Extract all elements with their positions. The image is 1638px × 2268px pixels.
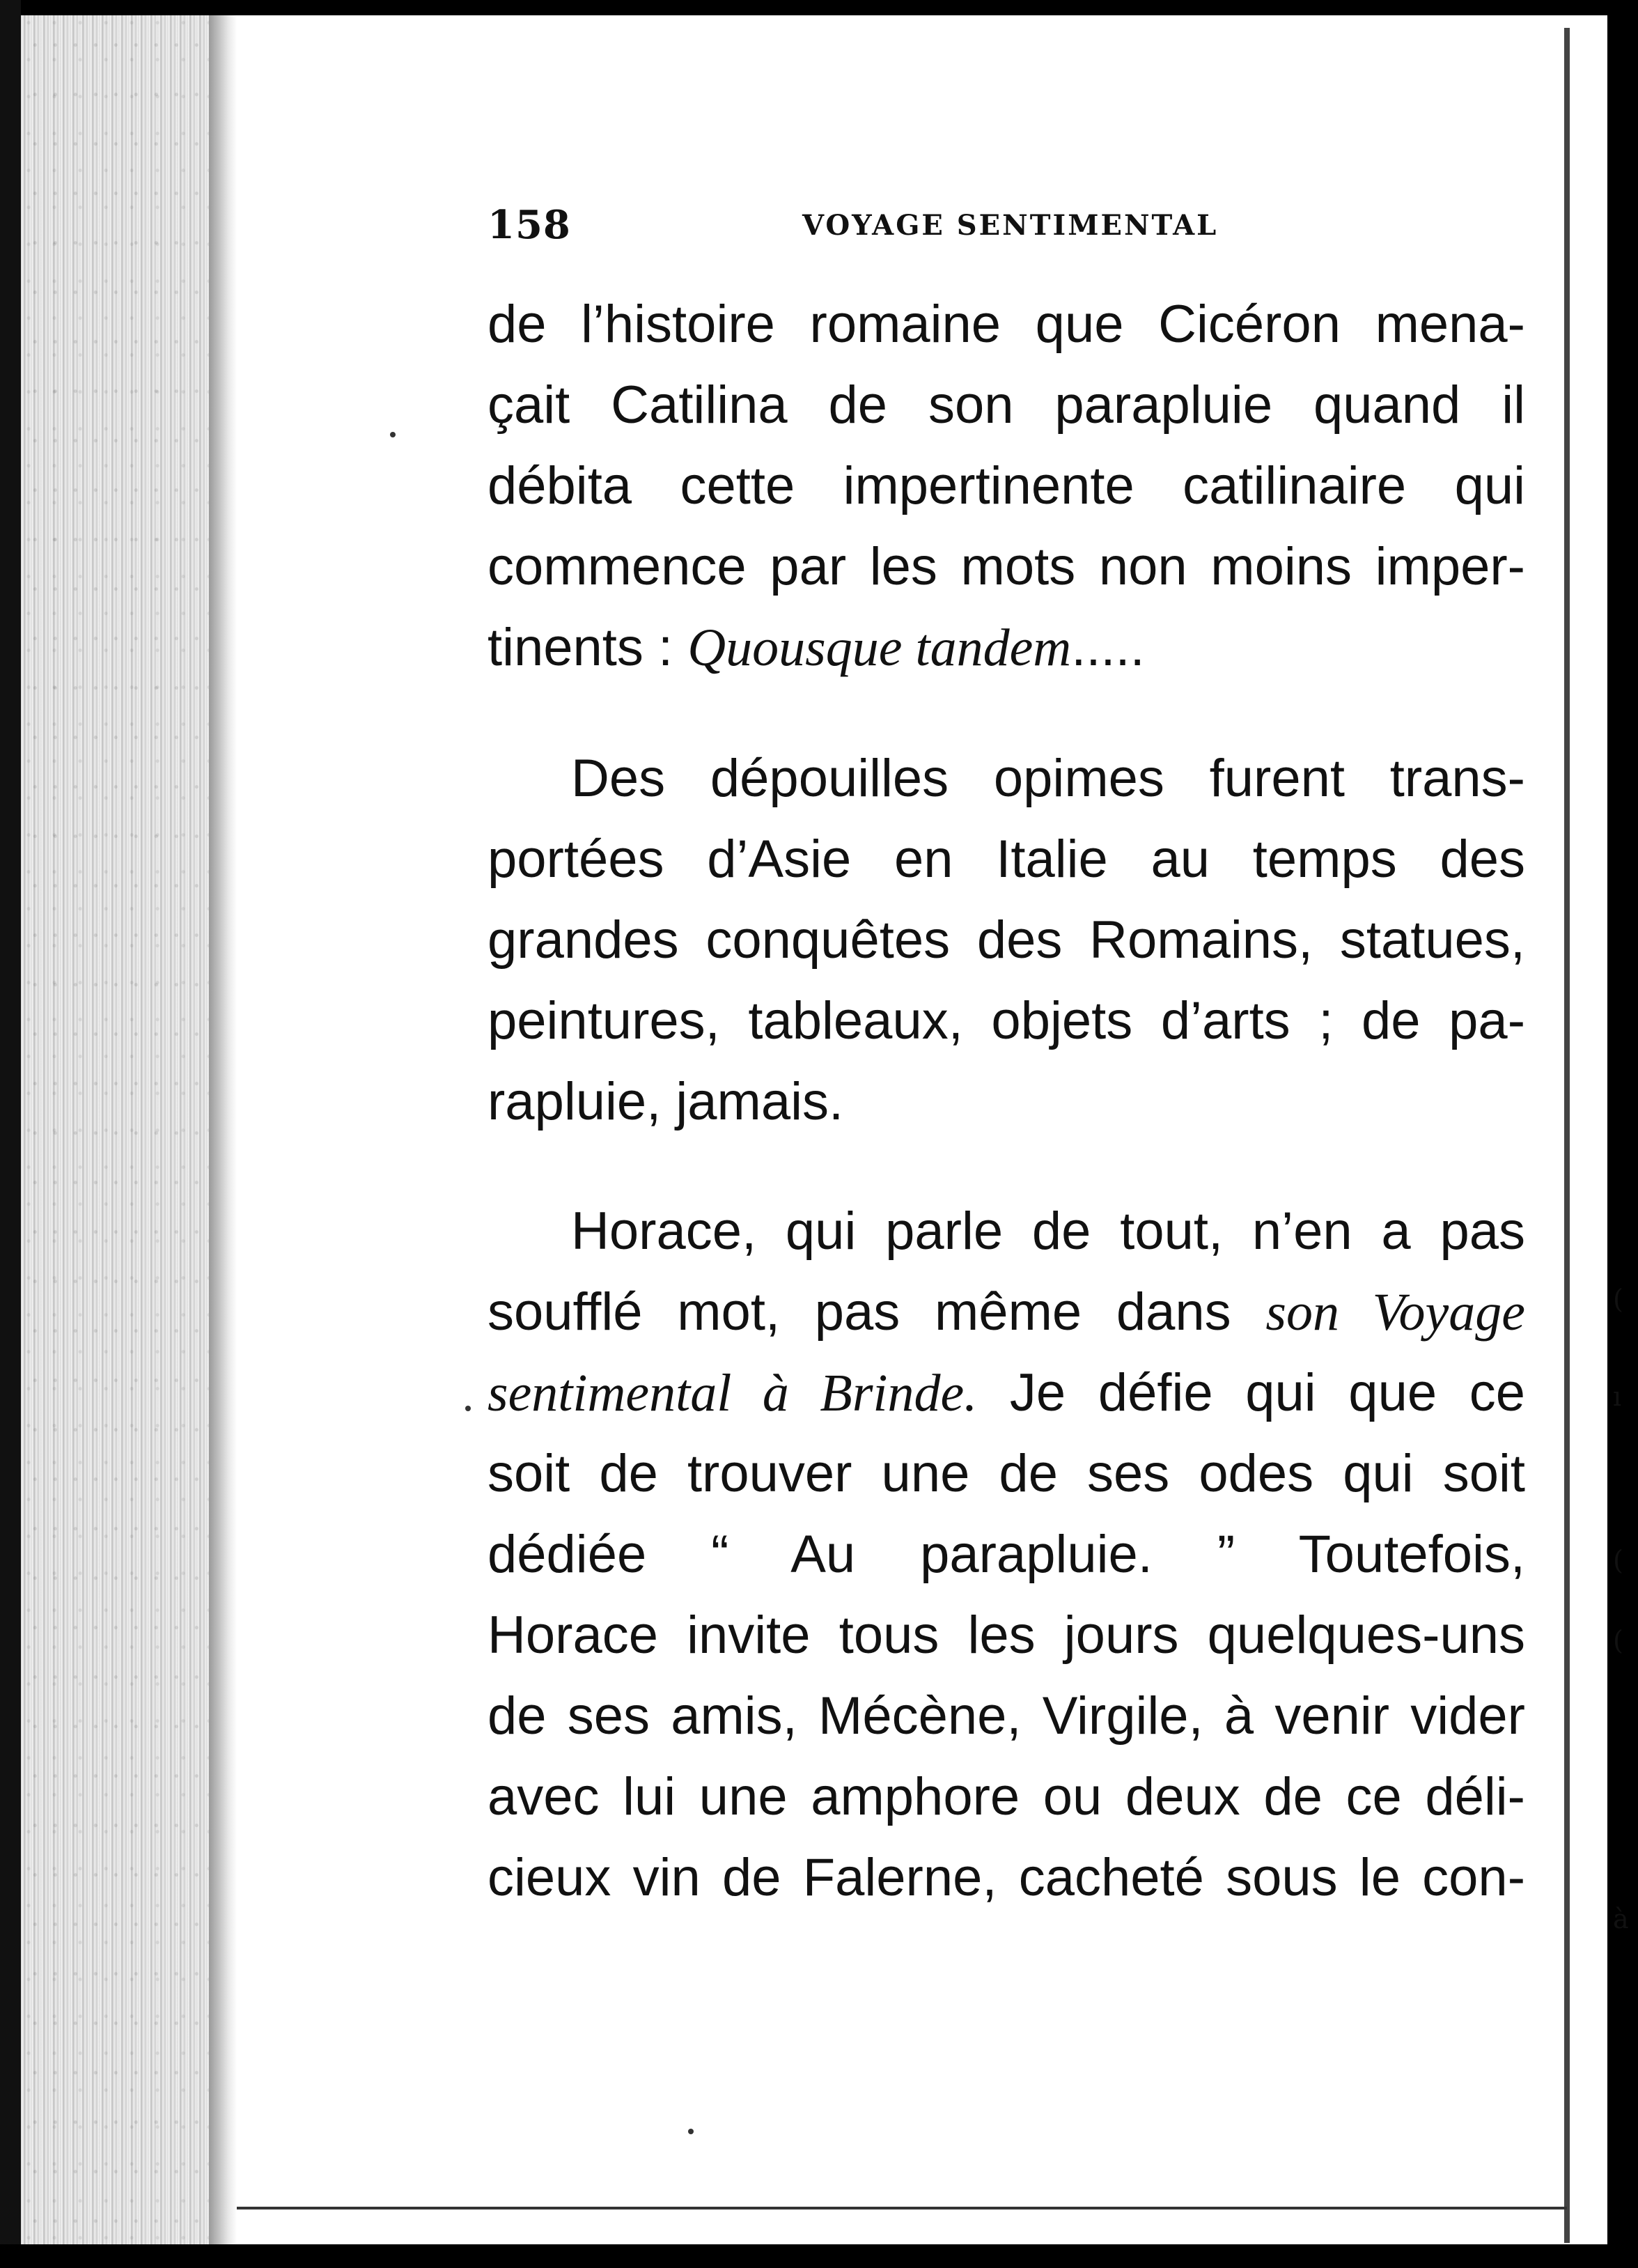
text-line: débita cette impertinente catilinaire qui [488, 456, 1525, 515]
text-line: soufflé mot, pas même dans son Voyage [488, 1282, 1526, 1342]
text-line: peintures, tableaux, objets d’arts ; de pa- [488, 991, 1525, 1050]
paragraph-1 [488, 284, 1525, 688]
scan-speck [390, 432, 396, 437]
page-number: 158 [488, 202, 571, 248]
text-line: dédiée “ Au parapluie. ” Toutefois, [488, 1525, 1525, 1584]
running-head [488, 202, 1532, 248]
scan-left-border [0, 0, 21, 2268]
book-page-edges [21, 15, 230, 2244]
page-right-edge [1564, 28, 1570, 2243]
scan-bottom-border [0, 2244, 1638, 2268]
page-bottom-edge [237, 2207, 1567, 2209]
text-line: sentimental à Brinde. Je défie qui que ce [488, 1363, 1526, 1422]
neighbor-page-fragment: ( [1613, 1625, 1623, 1656]
neighbor-page-fragment: ı [1613, 1381, 1622, 1412]
text-line: de l’histoire romaine que Cicéron mena- [488, 295, 1525, 354]
text-line: commence par les mots non moins imper- [488, 537, 1525, 596]
gutter-shadow [209, 15, 237, 2244]
text-line: Des dépouilles opimes furent trans- [571, 749, 1525, 808]
text-line: tinents : Quousque tandem..... [488, 618, 1145, 677]
text-line: cieux vin de Falerne, cacheté sous le con- [488, 1848, 1525, 1907]
text-line: de ses amis, Mécène, Virgile, à venir vider [488, 1686, 1525, 1746]
text-line: portées d’Asie en Italie au temps des [488, 830, 1525, 889]
text-line: grandes conquêtes des Romains, statues, [488, 910, 1525, 970]
neighbor-page-fragment: à [1613, 1904, 1629, 1934]
work-title: son Voyage [1265, 1283, 1526, 1342]
scan-speck [688, 2129, 694, 2134]
latin-quote: Quousque tandem [687, 619, 1072, 677]
running-title: VOYAGE SENTIMENTAL [802, 209, 1219, 242]
text-line: Horace invite tous les jours quelques-uns [488, 1606, 1525, 1665]
paragraph-2 [488, 738, 1525, 1142]
text-line: soit de trouver une de ses odes qui soit [488, 1444, 1525, 1503]
scan-top-border [0, 0, 1638, 15]
paragraph-3 [488, 1191, 1525, 1918]
text-line: rapluie, jamais. [488, 1072, 844, 1131]
scan-speck [465, 1406, 471, 1411]
text-line: çait Catilina de son parapluie quand il [488, 375, 1525, 435]
neighbor-page-fragment: ( [1613, 1545, 1623, 1576]
neighbor-page-fragment: ( [1613, 1284, 1623, 1314]
text-line: Horace, qui parle de tout, n’en a pas [571, 1202, 1525, 1261]
work-title: sentimental à Brinde. [488, 1364, 978, 1422]
text-line: avec lui une amphore ou deux de ce déli- [488, 1767, 1525, 1826]
